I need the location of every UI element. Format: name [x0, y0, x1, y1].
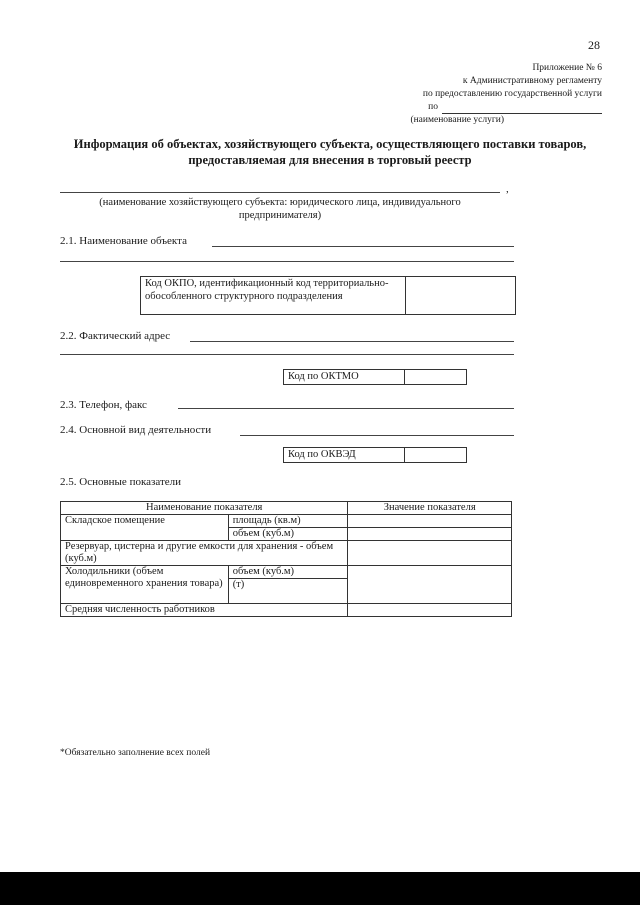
header-indicator-name: Наименование показателя: [61, 502, 348, 515]
service-name-blank[interactable]: [442, 103, 602, 114]
address-line-2[interactable]: [60, 354, 514, 355]
staff-cell: Средняя численность работников: [61, 604, 348, 617]
okved-label: Код по ОКВЭД: [288, 449, 356, 460]
title-line-1: Информация об объектах, хозяйствующего субъекта, осуществляющего поставки товаров,: [73, 137, 587, 151]
appendix-header: [410, 62, 602, 127]
table-header-row: [61, 502, 512, 515]
header-indicator-value: Значение показателя: [348, 502, 512, 515]
object-name-line[interactable]: [212, 246, 514, 247]
okved-value-cell[interactable]: [404, 448, 465, 462]
address-line[interactable]: [190, 341, 514, 342]
appendix-line-2: к Административному регламенту: [462, 76, 602, 86]
oktmo-value-cell[interactable]: [404, 370, 465, 384]
fridges-volume-cell: объем (куб.м): [228, 566, 348, 579]
footnote: *Обязательно заполнение всех полей: [60, 748, 211, 758]
table-row: [61, 604, 512, 617]
object-name-label: 2.1. Наименование объекта: [60, 235, 187, 247]
table-row: [61, 541, 512, 566]
object-name-line-2[interactable]: [60, 261, 514, 262]
storage-volume-value[interactable]: [348, 528, 512, 541]
storage-area-cell: площадь (кв.м): [228, 515, 348, 528]
appendix-line-3: по предоставлению государственной услуги: [422, 89, 602, 99]
phone-label: 2.3. Телефон, факс: [60, 399, 147, 411]
table-row: [61, 515, 512, 528]
subject-caption-line-2: предпринимателя): [238, 210, 322, 221]
storage-area-value[interactable]: [348, 515, 512, 528]
activity-label: 2.4. Основной вид деятельности: [60, 424, 212, 436]
indicators-table: [60, 501, 512, 617]
okved-box: [283, 447, 467, 463]
address-label: 2.2. Фактический адрес: [60, 330, 171, 342]
subject-caption-line-1: (наименование хозяйствующего субъекта: юридического лица, индивидуального: [99, 197, 461, 208]
subject-caption: [60, 196, 500, 222]
storage-volume-cell: объем (куб.м): [228, 528, 348, 541]
page-number: 28: [588, 38, 600, 52]
indicators-label: 2.5. Основные показатели: [60, 476, 182, 488]
staff-value[interactable]: [348, 604, 512, 617]
oktmo-label: Код по ОКТМО: [288, 371, 359, 382]
oktmo-box: [283, 369, 467, 385]
okpo-value-cell[interactable]: [405, 277, 516, 314]
storage-cell: Складское помещение: [61, 515, 229, 541]
appendix-service-line: [428, 101, 602, 114]
table-row: [61, 566, 512, 579]
document-title: [40, 136, 620, 168]
appendix-line-4-prefix: по: [428, 102, 438, 112]
appendix-line-1: Приложение № 6: [532, 63, 602, 73]
fridges-value[interactable]: [348, 566, 512, 604]
tanks-value[interactable]: [348, 541, 512, 566]
title-line-2: предоставляемая для внесения в торговый реестр: [188, 153, 472, 167]
appendix-line-5: (наименование услуги): [410, 115, 504, 125]
activity-line[interactable]: [240, 435, 514, 436]
fridges-cell: Холодильники (объем единовременного хранения товара): [61, 566, 229, 604]
okpo-label: Код ОКПО, идентификационный код территориально-обособленного структурного подразделения: [145, 278, 389, 302]
phone-line[interactable]: [178, 408, 514, 409]
scan-bottom-border: [0, 872, 640, 905]
subject-name-line[interactable]: [60, 192, 500, 193]
subject-comma: ,: [506, 183, 509, 195]
fridges-tons-cell: (т): [228, 579, 348, 604]
tanks-cell: Резервуар, цистерна и другие емкости для хранения - объем (куб.м): [61, 541, 348, 566]
okpo-box: [140, 276, 516, 315]
